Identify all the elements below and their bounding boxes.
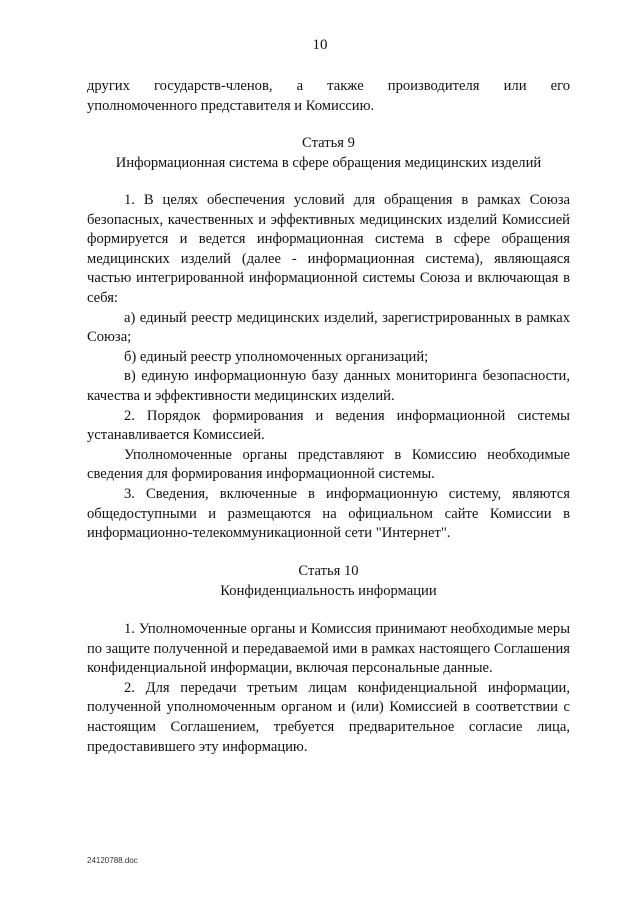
article-10-heading xyxy=(87,562,570,601)
intro-continuation xyxy=(87,77,570,116)
article-9-heading xyxy=(87,134,570,173)
article-9-paragraph-3: 3. Сведения, включенные в информационную систему, являются общедоступными и размещаются на официальном сайте Комиссии в информационно-телекоммуникационной сети "Интернет". xyxy=(87,485,570,542)
article-9-paragraph-1: 1. В целях обеспечения условий для обращения в рамках Союза безопасных, качественных и эффективных медицинских изделий Комиссией формируется и ведется информационная система в сфере обращения медицинских изделий (далее - информационная система), являющаяся частью интегрированной информационной системы Союза и включающая в себя: xyxy=(87,192,570,306)
article-10-body xyxy=(87,620,570,757)
article-10-paragraph-2: 2. Для передачи третьим лицам конфиденциальной информации, полученной уполномоченным органом и (или) Комиссией в соответствии с настоящим Соглашением, требуется предварительное согласие лица, предоставившего эту информацию. xyxy=(87,679,570,755)
page-number: 10 xyxy=(312,37,328,53)
article-9-body xyxy=(87,191,570,544)
intro-line-2: уполномоченного представителя и Комиссию. xyxy=(87,97,375,114)
intro-line-1: других государств-членов, а также производителя или его xyxy=(87,78,570,94)
article-9-paragraph-2b: Уполномоченные органы представляют в Комиссию необходимые сведения для формирования информационной системы. xyxy=(87,446,570,483)
article-9-item-b: б) единый реестр уполномоченных организаций; xyxy=(124,348,429,365)
article-10-paragraph-1: 1. Уполномоченные органы и Комиссия принимают необходимые меры по защите полученной и передаваемой ими в рамках настоящего Соглашения конфиденциальной информации, включая персональные данные. xyxy=(87,621,570,677)
article-9-item-a: а) единый реестр медицинских изделий, зарегистрированных в рамках Союза; xyxy=(87,309,570,346)
article-9-subtitle: Информационная система в сфере обращения медицинских изделий xyxy=(115,154,542,171)
article-9-title: Статья 9 xyxy=(302,135,355,151)
article-9-item-c: в) единую информационную базу данных мониторинга безопасности, качества и эффективности медицинских изделий. xyxy=(87,368,570,404)
document-filename: 24120788.doc xyxy=(87,856,138,865)
article-10-subtitle: Конфиденциальность информации xyxy=(220,582,437,599)
article-10-title: Статья 10 xyxy=(298,563,359,579)
article-9-paragraph-2: 2. Порядок формирования и ведения информационной системы устанавливается Комиссией. xyxy=(87,407,570,444)
